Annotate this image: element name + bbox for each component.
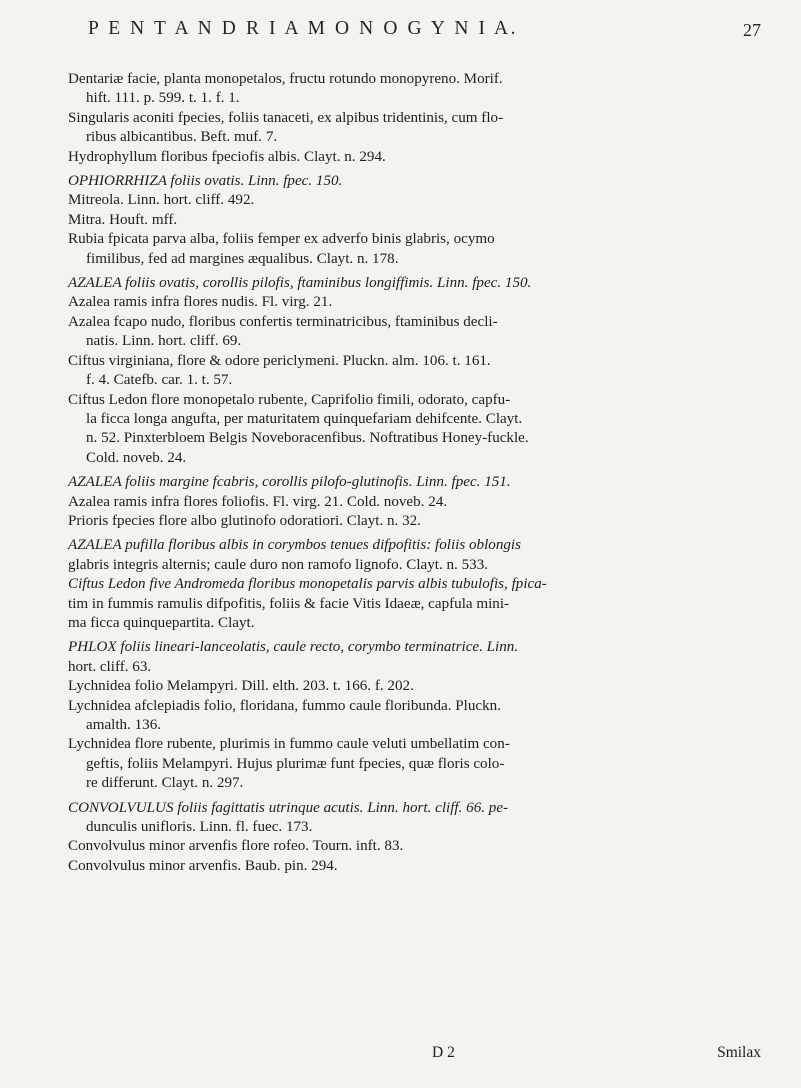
text-line: Lychnidea afclepiadis folio, floridana, fummo caule floribunda. Pluckn. (68, 697, 501, 714)
text-line: Ciftus Ledon five Andromeda floribus monopetalis parvis albis tubulofis, fpica- (68, 576, 547, 593)
text-line: hort. cliff. 63. (68, 658, 152, 675)
genus-entry-line: PHLOX foliis lineari-lanceolatis, caule recto, corymbo terminatrice. Linn. (68, 639, 519, 656)
running-title: P E N T A N D R I A M O N O G Y N I A. (88, 18, 519, 39)
page-footer (68, 1044, 761, 1068)
text-line: Convolvulus minor arvenfis. Baub. pin. 294. (68, 857, 338, 874)
text-line: Azalea fcapo nudo, floribus confertis terminatricibus, ftaminibus decli- (68, 313, 498, 330)
text-line: ribus albicantibus. Beft. muf. 7. (86, 129, 278, 146)
genus-entry-line: CONVOLVULUS foliis fagittatis utrinque acutis. Linn. hort. cliff. 66. pe- (68, 799, 509, 816)
text-line: la ficca longa angufta, per maturitatem quinquefariam dehifcente. Clayt. (86, 410, 523, 427)
text-line: hift. 111. p. 599. t. 1. f. 1. (86, 90, 240, 107)
text-line: Rubia fpicata parva alba, foliis femper ex adverfo binis glabris, ocymo (68, 231, 495, 248)
text-line: f. 4. Catefb. car. 1. t. 57. (86, 372, 233, 389)
text-line: Cold. noveb. 24. (86, 449, 187, 466)
text-line: Azalea ramis infra flores nudis. Fl. virg. 21. (68, 294, 333, 311)
text-line: Singularis aconiti fpecies, foliis tanaceti, ex alpibus tridentinis, cum flo- (68, 109, 504, 126)
text-line: Mitreola. Linn. hort. cliff. 492. (68, 192, 255, 209)
signature-mark: D 2 (432, 1044, 455, 1061)
text-line: Convolvulus minor arvenfis flore rofeo. Tourn. inft. 83. (68, 838, 404, 855)
text-line: Hydrophyllum floribus fpeciofis albis. Clayt. n. 294. (68, 148, 386, 165)
text-line: Lychnidea folio Melampyri. Dill. elth. 203. t. 166. f. 202. (68, 678, 414, 695)
text-line: ma ficca quinquepartita. Clayt. (68, 614, 255, 631)
text-line: amalth. 136. (86, 717, 162, 733)
text-line: n. 52. Pinxterbloem Belgis Noveboracenfibus. Noftratibus Honey-fuckle. (86, 430, 529, 447)
text-body (68, 70, 773, 876)
catchword: Smilax (717, 1044, 761, 1061)
genus-entry-line: AZALEA foliis ovatis, corollis pilofis, ftaminibus longiffimis. Linn. fpec. 150. (68, 275, 532, 292)
text-line: Prioris fpecies flore albo glutinofo odoratiori. Clayt. n. 32. (68, 512, 421, 529)
text-line: natis. Linn. hort. cliff. 69. (86, 333, 242, 350)
genus-entry-line: OPHIORRHIZA foliis ovatis. Linn. fpec. 150. (68, 173, 343, 190)
text-line: geftis, foliis Melampyri. Hujus plurimæ funt fpecies, quæ floris colo- (86, 755, 505, 772)
text-line: Mitra. Houft. mff. (68, 211, 178, 228)
text-line: tim in fummis ramulis difpofitis, foliis & facie Vitis Idaeæ, capfula mini- (68, 595, 510, 612)
text-line: Azalea ramis infra flores foliofis. Fl. virg. 21. Cold. noveb. 24. (68, 493, 448, 510)
page-number: 27 (743, 20, 761, 40)
text-line: re differunt. Clayt. n. 297. (86, 775, 244, 792)
text-line: Dentariæ facie, planta monopetalos, fructu rotundo monopyreno. Morif. (68, 71, 503, 87)
genus-entry-line: AZALEA pufilla floribus albis in corymbos tenues difpofitis: foliis oblongis (68, 537, 521, 554)
text-line: dunculis unifloris. Linn. fl. fuec. 173. (86, 819, 313, 836)
genus-entry-line: AZALEA foliis margine fcabris, corollis pilofo-glutinofis. Linn. fpec. 151. (68, 474, 511, 491)
text-line: Ciftus virginiana, flore & odore periclymeni. Pluckn. alm. 106. t. 161. (68, 352, 491, 369)
text-line: fimilibus, fed ad margines æqualibus. Clayt. n. 178. (86, 250, 399, 267)
running-head (88, 18, 761, 44)
text-line: Lychnidea flore rubente, plurimis in fummo caule veluti umbellatim con- (68, 736, 510, 753)
text-line: Ciftus Ledon flore monopetalo rubente, Caprifolio fimili, odorato, capfu- (68, 391, 511, 408)
text-line: glabris integris alternis; caule duro non ramofo lignofo. Clayt. n. 533. (68, 556, 489, 573)
